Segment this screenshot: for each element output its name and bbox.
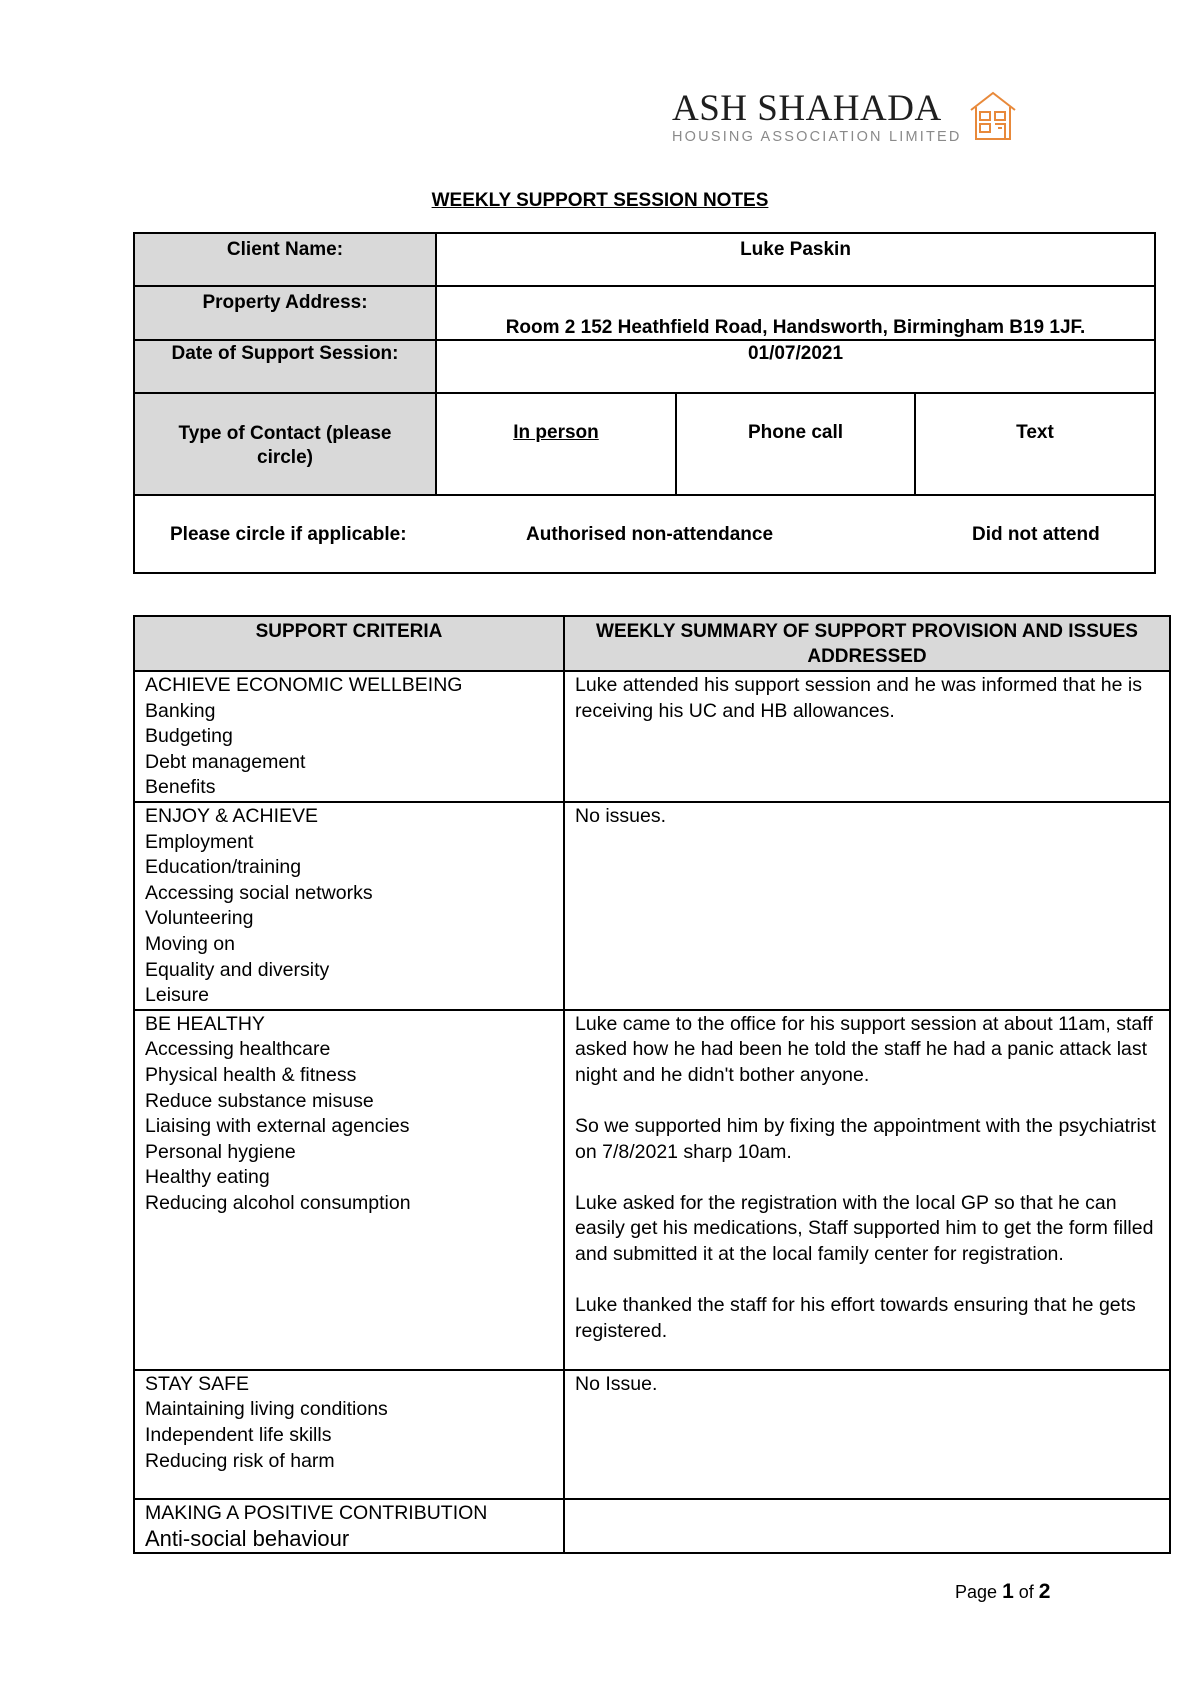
criteria-cell: ENJOY & ACHIEVE Employment Education/training Accessing social networks Volunteering Moving on Equality and diversity Leisure: [134, 802, 564, 1010]
logo-name: ASH SHAHADA: [672, 88, 942, 129]
page-number: Page 1 of 2: [955, 1580, 1051, 1603]
table-row: [134, 1499, 1170, 1553]
criteria-cell: MAKING A POSITIVE CONTRIBUTION Anti-social behaviour: [134, 1499, 564, 1553]
logo-subtitle: HOUSING ASSOCIATION LIMITED: [672, 129, 962, 145]
company-logo: [672, 90, 1027, 146]
summary-cell: Luke attended his support session and he was informed that he is receiving his UC and HB allowances.: [564, 671, 1170, 802]
summary-cell: No issues.: [564, 802, 1170, 1010]
contact-option-phone-call[interactable]: Phone call: [676, 393, 915, 495]
table-row: [134, 802, 1170, 1010]
table-row: [134, 671, 1170, 802]
attendance-row: [134, 495, 1155, 573]
property-address-value: Room 2 152 Heathfield Road, Handsworth, Birmingham B19 1JF.: [436, 286, 1155, 340]
support-criteria-table: [133, 615, 1171, 1554]
criteria-cell: ACHIEVE ECONOMIC WELLBEING Banking Budgeting Debt management Benefits: [134, 671, 564, 802]
client-name-label: Client Name:: [134, 233, 436, 286]
session-date-label: Date of Support Session:: [134, 340, 436, 393]
summary-cell: [564, 1499, 1170, 1553]
house-building-icon: [968, 90, 1018, 142]
client-info-table: [133, 232, 1156, 574]
authorised-non-attendance-option[interactable]: Authorised non-attendance: [526, 524, 774, 545]
document-title: WEEKLY SUPPORT SESSION NOTES: [431, 190, 769, 211]
contact-option-text[interactable]: Text: [915, 393, 1155, 495]
contact-type-label: Type of Contact (please circle): [134, 393, 436, 495]
support-criteria-header: SUPPORT CRITERIA: [134, 616, 564, 671]
logo-text: [672, 90, 962, 145]
criteria-cell: STAY SAFE Maintaining living conditions Independent life skills Reducing risk of harm: [134, 1370, 564, 1499]
circle-if-applicable-label: Please circle if applicable:: [170, 524, 407, 545]
criteria-cell: BE HEALTHY Accessing healthcare Physical health & fitness Reduce substance misuse Liaising with external agencies Personal hygiene Healthy eating Reducing alcohol consumption: [134, 1010, 564, 1370]
summary-cell: No Issue.: [564, 1370, 1170, 1499]
contact-option-in-person[interactable]: In person: [436, 393, 676, 495]
summary-cell: Luke came to the office for his support session at about 11am, staff asked how he had been he told the staff he had a panic attack last night and he didn't bother anyone. So we supported him by fixing the appointment with the psychiatrist on 7/8/2021 sharp 10am. Luke asked for the registration with the local GP so that he can easily get his medications, Staff supported him to get the form filled and submitted it at the local family center for registration. Luke thanked the staff for his effort towards ensuring that he gets registered.: [564, 1010, 1170, 1370]
client-name-value: Luke Paskin: [436, 233, 1155, 286]
table-row: [134, 1370, 1170, 1499]
property-address-label: Property Address:: [134, 286, 436, 340]
weekly-summary-header: WEEKLY SUMMARY OF SUPPORT PROVISION AND ISSUES ADDRESSED: [564, 616, 1170, 671]
session-date-value: 01/07/2021: [436, 340, 1155, 393]
did-not-attend-option[interactable]: Did not attend: [972, 524, 1100, 545]
table-row: [134, 1010, 1170, 1370]
